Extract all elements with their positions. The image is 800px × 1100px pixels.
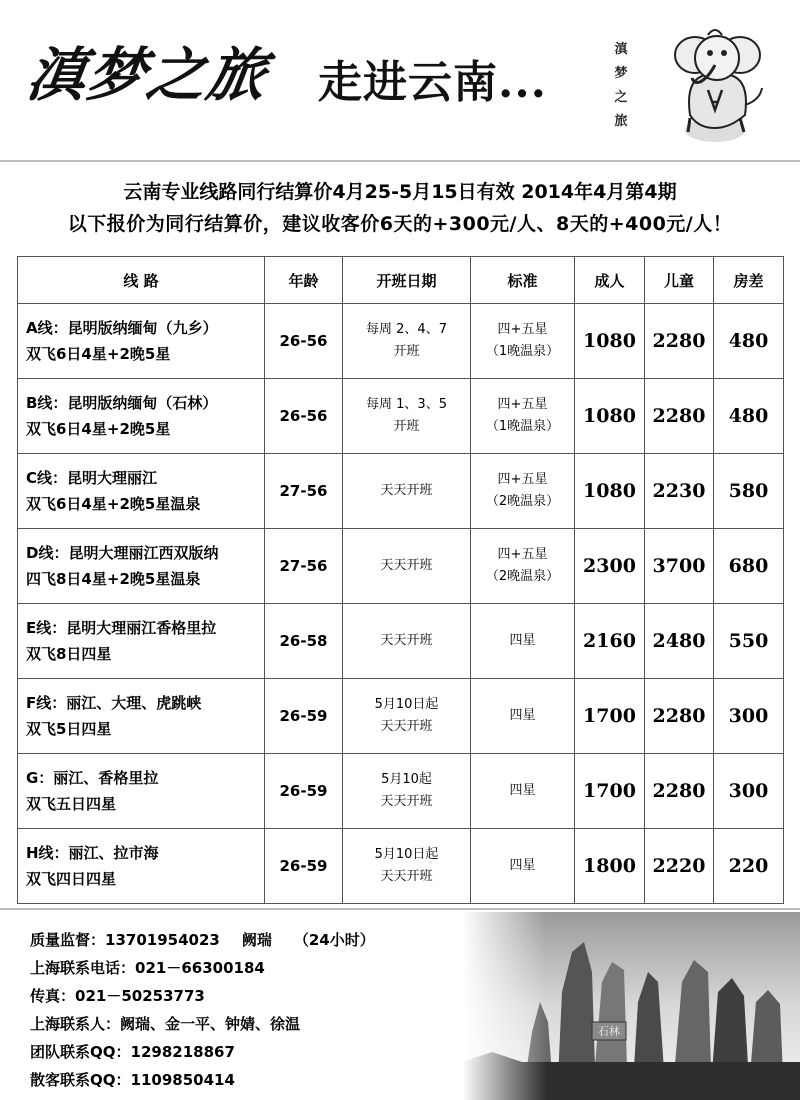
route-price-table <box>17 256 784 904</box>
standard-cell <box>471 454 575 529</box>
standard-line: 四+五星 <box>497 322 548 337</box>
child-price: 2280 <box>645 679 714 754</box>
room-difference: 300 <box>714 754 784 829</box>
adult-price: 1080 <box>575 454 645 529</box>
team-qq <box>30 1038 470 1066</box>
room-difference: 580 <box>714 454 784 529</box>
route-name: E线：昆明大理丽江香格里拉 <box>26 619 217 637</box>
route-cell <box>18 379 265 454</box>
footer-divider <box>0 908 800 910</box>
contact-label: 团队联系QQ： <box>30 1043 131 1061</box>
child-price: 2480 <box>645 604 714 679</box>
schedule-cell <box>343 454 471 529</box>
route-cell <box>18 604 265 679</box>
child-price: 2280 <box>645 754 714 829</box>
table-row <box>18 679 784 754</box>
standard-line: （1晚温泉） <box>485 419 560 434</box>
child-price: 2280 <box>645 304 714 379</box>
quality-person: 阙瑞 <box>241 931 272 949</box>
age-cell: 26-59 <box>265 754 343 829</box>
route-cell <box>18 454 265 529</box>
stone-forest-photo-icon <box>462 912 800 1100</box>
standard-cell <box>471 679 575 754</box>
contact-label: 传真： <box>30 987 76 1005</box>
schedule-cell <box>343 754 471 829</box>
schedule-line: 天天开班 <box>380 719 433 734</box>
route-name: C线：昆明大理丽江 <box>26 469 158 487</box>
route-cell <box>18 754 265 829</box>
route-detail: 四飞8日4星+2晚5星温泉 <box>26 570 201 588</box>
slogan: 走进云南... <box>318 57 547 108</box>
schedule-cell <box>343 829 471 904</box>
standard-line: 四+五星 <box>497 472 548 487</box>
room-difference: 680 <box>714 529 784 604</box>
route-detail: 双飞四日四星 <box>26 870 117 888</box>
standard-line: 四星 <box>509 708 536 723</box>
standard-cell <box>471 304 575 379</box>
side-char: 梦 <box>614 66 628 81</box>
contact-label: 上海联系电话： <box>30 959 136 977</box>
adult-price: 2300 <box>575 529 645 604</box>
route-name: G：丽江、香格里拉 <box>26 769 159 787</box>
table-row <box>18 454 784 529</box>
price-notice: 以下报价为同行结算价，建议收客价6天的+300元/人、8天的+400元/人！ <box>67 213 733 235</box>
schedule-line: 天天开班 <box>380 794 433 809</box>
contact-label: 质量监督： <box>30 931 106 949</box>
standard-cell <box>471 829 575 904</box>
fax-line <box>30 982 470 1010</box>
standard-line: 四星 <box>509 858 536 873</box>
room-difference: 220 <box>714 829 784 904</box>
standard-line: （2晚温泉） <box>485 494 560 509</box>
contact-people: 阙瑞、金一平、钟婧、徐温 <box>120 1015 301 1033</box>
adult-price: 2160 <box>575 604 645 679</box>
room-difference: 480 <box>714 304 784 379</box>
standard-line: 四星 <box>509 783 536 798</box>
standard-line: （1晚温泉） <box>485 344 560 359</box>
route-detail: 双飞6日4星+2晚5星 <box>26 345 171 363</box>
child-price: 2230 <box>645 454 714 529</box>
side-char: 滇 <box>614 42 628 57</box>
schedule-cell <box>343 379 471 454</box>
adult-price: 1080 <box>575 379 645 454</box>
quality-hours: （24小时） <box>293 931 375 949</box>
shanghai-contacts <box>30 1010 470 1038</box>
qq-number: 1109850414 <box>130 1071 235 1089</box>
table-row <box>18 304 784 379</box>
route-name: A线：昆明版纳缅甸（九乡） <box>26 319 218 337</box>
header-schedule: 开班日期 <box>343 257 471 304</box>
standard-cell <box>471 604 575 679</box>
age-cell: 27-56 <box>265 454 343 529</box>
route-name: F线：丽江、大理、虎跳峡 <box>26 694 202 712</box>
schedule-cell <box>343 529 471 604</box>
route-cell <box>18 529 265 604</box>
schedule-cell <box>343 304 471 379</box>
header-route: 线 路 <box>18 257 265 304</box>
room-difference: 300 <box>714 679 784 754</box>
age-cell: 26-59 <box>265 829 343 904</box>
side-vertical-text <box>610 38 632 134</box>
schedule-line: 天天开班 <box>380 483 433 498</box>
route-detail: 双飞5日四星 <box>26 720 112 738</box>
table-row <box>18 379 784 454</box>
route-name: D线：昆明大理丽江西双版纳 <box>26 544 219 562</box>
quality-supervision <box>30 926 470 954</box>
schedule-line: 天天开班 <box>380 558 433 573</box>
header-child: 儿童 <box>645 257 714 304</box>
contact-label: 散客联系QQ： <box>30 1071 131 1089</box>
side-char: 之 <box>614 90 628 105</box>
standard-cell <box>471 379 575 454</box>
standard-line: （2晚温泉） <box>485 569 560 584</box>
fax-number: 021－50253773 <box>75 987 205 1005</box>
route-name: H线：丽江、拉市海 <box>26 844 159 862</box>
route-cell <box>18 679 265 754</box>
elephant-mascot-icon <box>660 20 770 150</box>
route-cell <box>18 304 265 379</box>
side-char: 旅 <box>614 114 628 129</box>
table-row <box>18 529 784 604</box>
validity-notice: 云南专业线路同行结算价4月25-5月15日有效 2014年4月第4期 <box>123 181 677 203</box>
child-price: 2280 <box>645 379 714 454</box>
child-price: 2220 <box>645 829 714 904</box>
schedule-line: 5月10日起 <box>374 697 439 712</box>
schedule-line: 5月10日起 <box>374 847 439 862</box>
adult-price: 1700 <box>575 679 645 754</box>
header-standard: 标准 <box>471 257 575 304</box>
schedule-cell <box>343 679 471 754</box>
room-difference: 480 <box>714 379 784 454</box>
standard-line: 四+五星 <box>497 547 548 562</box>
individual-qq <box>30 1066 470 1094</box>
route-detail: 双飞8日四星 <box>26 645 112 663</box>
schedule-line: 天天开班 <box>380 869 433 884</box>
age-cell: 26-59 <box>265 679 343 754</box>
header-room: 房差 <box>714 257 784 304</box>
contact-info <box>30 926 470 1094</box>
standard-cell <box>471 754 575 829</box>
table-header-row <box>18 257 784 304</box>
adult-price: 1800 <box>575 829 645 904</box>
route-detail: 双飞五日四星 <box>26 795 117 813</box>
route-detail: 双飞6日4星+2晚5星温泉 <box>26 495 201 513</box>
phone-number: 021－66300184 <box>135 959 265 977</box>
schedule-cell <box>343 604 471 679</box>
route-name: B线：昆明版纳缅甸（石林） <box>26 394 218 412</box>
route-cell <box>18 829 265 904</box>
adult-price: 1700 <box>575 754 645 829</box>
qq-number: 1298218867 <box>130 1043 235 1061</box>
brand-title: 滇梦之旅 <box>22 41 273 109</box>
intro-text <box>0 176 800 240</box>
age-cell: 26-58 <box>265 604 343 679</box>
header-age: 年龄 <box>265 257 343 304</box>
table-row <box>18 754 784 829</box>
header-adult: 成人 <box>575 257 645 304</box>
schedule-line: 每周 1、3、5 <box>366 397 447 412</box>
adult-price: 1080 <box>575 304 645 379</box>
age-cell: 26-56 <box>265 379 343 454</box>
schedule-line: 每周 2、4、7 <box>366 322 447 337</box>
standard-line: 四星 <box>509 633 536 648</box>
schedule-line: 5月10起 <box>381 772 432 787</box>
standard-cell <box>471 529 575 604</box>
room-difference: 550 <box>714 604 784 679</box>
age-cell: 27-56 <box>265 529 343 604</box>
contact-label: 上海联系人： <box>30 1015 121 1033</box>
quality-phone: 13701954023 <box>105 931 220 949</box>
shanghai-phone <box>30 954 470 982</box>
age-cell: 26-56 <box>265 304 343 379</box>
table-row <box>18 829 784 904</box>
standard-line: 四+五星 <box>497 397 548 412</box>
route-detail: 双飞6日4星+2晚5星 <box>26 420 171 438</box>
child-price: 3700 <box>645 529 714 604</box>
schedule-line: 开班 <box>393 419 420 434</box>
schedule-line: 天天开班 <box>380 633 433 648</box>
table-row <box>18 604 784 679</box>
schedule-line: 开班 <box>393 344 420 359</box>
header-banner <box>0 0 800 162</box>
